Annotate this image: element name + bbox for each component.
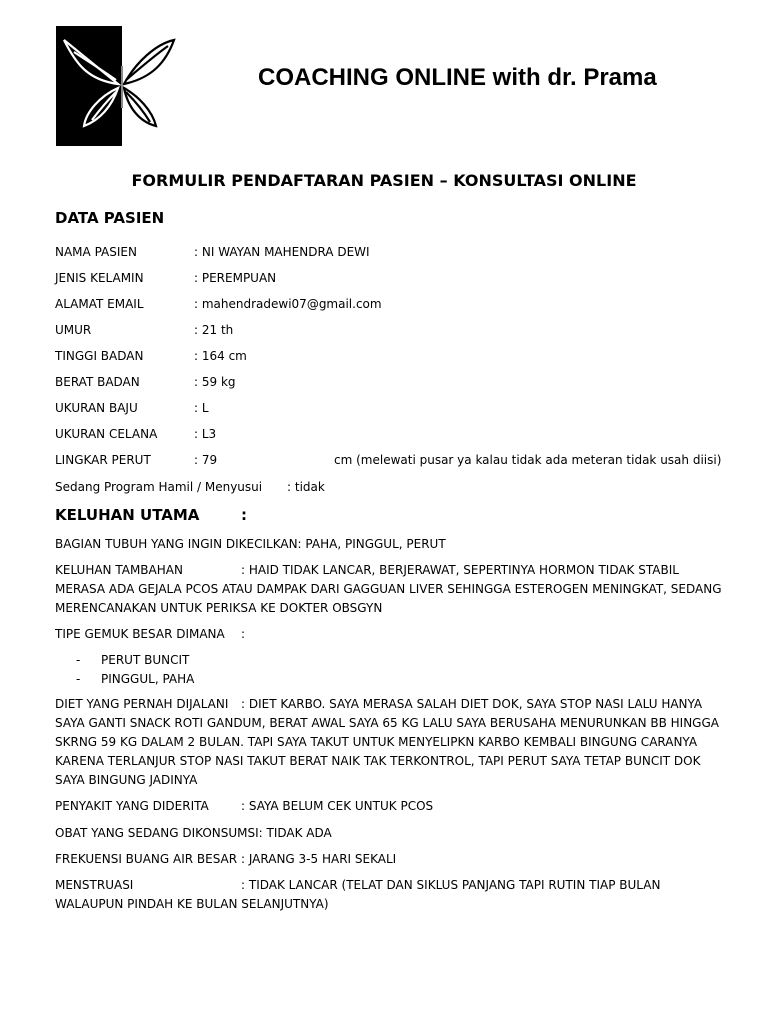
data-pasien-row (55, 243, 735, 262)
field-label: Sedang Program Hamil / Menyusui (55, 480, 263, 494)
section-heading-data-pasien: DATA PASIEN (55, 209, 165, 227)
diet-line: KARENA TERLANJUR STOP NASI TAKUT BERAT NAIK TAK TERKONTROL, TAPI PERUT SAYA TETAP BUNCIT DOK (55, 754, 701, 768)
data-pasien-row (55, 451, 735, 470)
diet-label: DIET YANG PERNAH DIJALANI (55, 697, 229, 711)
field-value: : mahendradewi07@gmail.com (194, 297, 382, 311)
obat-text: OBAT YANG SEDANG DIKONSUMSI: TIDAK ADA (55, 826, 332, 840)
keluhan-tambahan-value: : HAID TIDAK LANCAR, BERJERAWAT, SEPERTINYA HORMON TIDAK STABIL (241, 563, 679, 577)
list-item: PERUT BUNCIT (101, 653, 190, 667)
keluhan-tambahan-line: MERENCANAKAN UNTUK PERIKSA KE DOKTER OBSGYN (55, 601, 383, 615)
field-label: ALAMAT EMAIL (55, 297, 144, 311)
keluhan-tambahan-label: KELUHAN TAMBAHAN (55, 563, 183, 577)
diet-line: SAYA BINGUNG JADINYA (55, 773, 198, 787)
menstruasi-value: : TIDAK LANCAR (TELAT DAN SIKLUS PANJANG TAPI RUTIN TIAP BULAN (241, 878, 661, 892)
bullet-dash: - (76, 653, 81, 667)
menstruasi-line: WALAUPUN PINDAH KE BULAN SELANJUTNYA) (55, 897, 329, 911)
field-value: : 79 (194, 453, 218, 467)
form-title: FORMULIR PENDAFTARAN PASIEN – KONSULTASI ONLINE (131, 171, 637, 190)
diet-line: SKRNG 59 KG DALAM 2 BULAN. TAPI SAYA TAKUT UNTUK MENYELIPKN KARBO KEMBALI BINGUNG CARANYA (55, 735, 698, 749)
field-label: LINGKAR PERUT (55, 453, 151, 467)
field-note: cm (melewati pusar ya kalau tidak ada meteran tidak usah diisi) (334, 453, 722, 467)
diet-value: : DIET KARBO. SAYA MERASA SALAH DIET DOK, SAYA STOP NASI LALU HANYA (241, 697, 703, 711)
bullet-dash: - (76, 672, 81, 686)
field-label: UKURAN BAJU (55, 401, 138, 415)
field-label: JENIS KELAMIN (55, 271, 144, 285)
menstruasi-label: MENSTRUASI (55, 878, 134, 892)
data-pasien-row (55, 425, 735, 444)
page-title: COACHING ONLINE with dr. Prama (258, 64, 657, 91)
list-item: PINGGUL, PAHA (101, 672, 195, 686)
penyakit-label: PENYAKIT YANG DIDERITA (55, 799, 209, 813)
field-value: : PEREMPUAN (194, 271, 277, 285)
section-heading-colon: : (241, 506, 247, 524)
field-value: : 21 th (194, 323, 234, 337)
section-heading-keluhan-utama: KELUHAN UTAMA (55, 506, 200, 524)
tipe-gemuk-colon: : (241, 627, 246, 641)
field-value: : L3 (194, 427, 217, 441)
data-pasien-row (55, 321, 735, 340)
field-value: : NI WAYAN MAHENDRA DEWI (194, 245, 370, 259)
field-label: BERAT BADAN (55, 375, 140, 389)
field-value: : 59 kg (194, 375, 236, 389)
field-value: : 164 cm (194, 349, 247, 363)
data-pasien-row (55, 269, 735, 288)
frekuensi-label: FREKUENSI BUANG AIR BESAR (55, 852, 238, 866)
field-label: UMUR (55, 323, 92, 337)
data-pasien-row (55, 295, 735, 314)
field-label: TINGGI BADAN (55, 349, 144, 363)
data-pasien-row (55, 347, 735, 366)
bagian-tubuh-text: BAGIAN TUBUH YANG INGIN DIKECILKAN: PAHA, PINGGUL, PERUT (55, 537, 446, 551)
penyakit-value: : SAYA BELUM CEK UNTUK PCOS (241, 799, 434, 813)
tipe-gemuk-label: TIPE GEMUK BESAR DIMANA (55, 627, 225, 641)
field-label: UKURAN CELANA (55, 427, 158, 441)
program-hamil-row (55, 478, 735, 497)
frekuensi-value: : JARANG 3-5 HARI SEKALI (241, 852, 397, 866)
keluhan-tambahan-line: MERASA ADA GEJALA PCOS ATAU DAMPAK DARI GAGGUAN LIVER SEHINGGA ESTEROGEN MENINGKAT, SEDANG (55, 582, 722, 596)
butterfly-logo-icon (56, 26, 180, 146)
field-value: : tidak (287, 480, 325, 494)
field-label: NAMA PASIEN (55, 245, 137, 259)
field-value: : L (194, 401, 209, 415)
data-pasien-row (55, 399, 735, 418)
diet-line: SAYA GANTI SNACK ROTI GANDUM, BERAT AWAL SAYA 65 KG LALU SAYA BERUSAHA MENURUNKAN BB HINGGA (55, 716, 719, 730)
data-pasien-row (55, 373, 735, 392)
